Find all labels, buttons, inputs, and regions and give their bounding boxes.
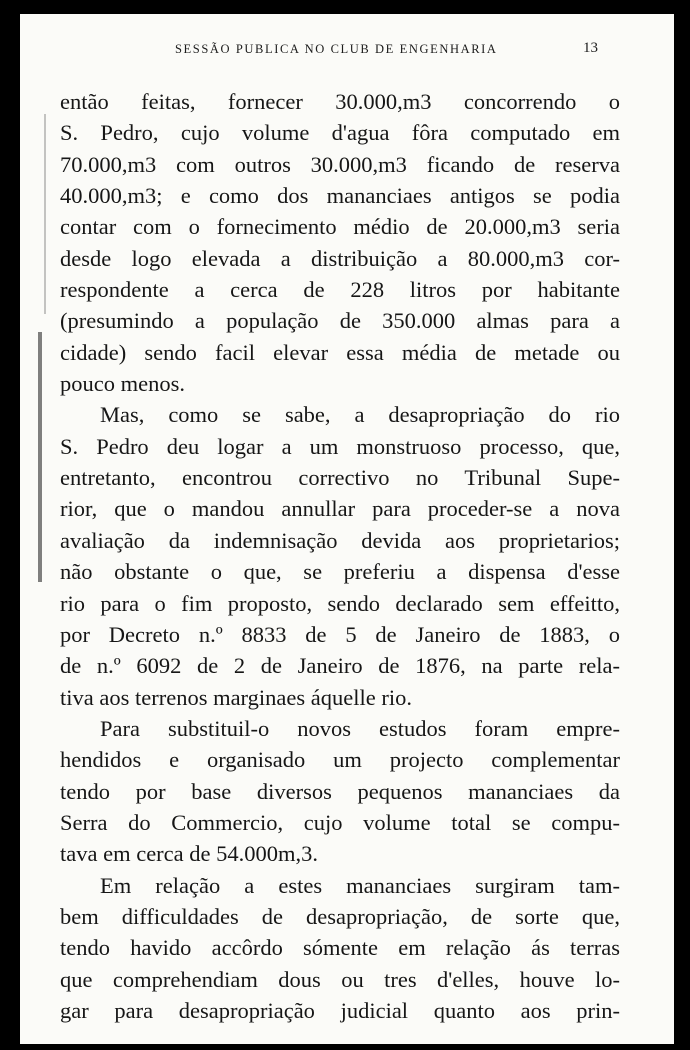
text-line: Serra do Commercio, cujo volume total se compu- bbox=[60, 809, 620, 835]
paragraph bbox=[60, 713, 620, 870]
text-line: S. Pedro deu logar a um monstruoso processo, que, bbox=[60, 433, 620, 459]
text-line: pouco menos. bbox=[60, 371, 185, 397]
running-title: SESSÃO PUBLICA NO CLUB DE ENGENHARIA bbox=[175, 42, 498, 56]
text-line: desde logo elevada a distribuição a 80.000,m3 cor- bbox=[60, 245, 620, 271]
text-line: S. Pedro, cujo volume d'agua fôra computado em bbox=[60, 120, 620, 146]
text-line: 40.000,m3; e como dos mananciaes antigos se podia bbox=[60, 183, 620, 209]
page-number: 13 bbox=[583, 40, 598, 56]
text-line: respondente a cerca de 228 litros por habitante bbox=[60, 277, 620, 303]
text-line: Mas, como se sabe, a desapropriação do rio bbox=[100, 402, 620, 428]
text-line: hendidos e organisado um projecto complementar bbox=[60, 747, 620, 773]
body-text bbox=[60, 86, 620, 1026]
text-line: avaliação da indemnisação devida aos proprietarios; bbox=[60, 527, 620, 553]
text-line: rio para o fim proposto, sendo declarado sem effeitto, bbox=[60, 590, 620, 616]
text-line: contar com o fornecimento médio de 20.000,m3 seria bbox=[60, 214, 620, 240]
text-line: por Decreto n.º 8833 de 5 de Janeiro de 1883, o bbox=[60, 621, 620, 647]
text-line: de n.º 6092 de 2 de Janeiro de 1876, na parte rela- bbox=[60, 653, 620, 679]
paragraph bbox=[60, 870, 620, 1027]
text-line: Para substituil-o novos estudos foram empre- bbox=[100, 715, 620, 741]
text-line: não obstante o que, se preferiu a dispensa d'esse bbox=[60, 559, 620, 585]
text-line: Em relação a estes mananciaes surgiram tam- bbox=[100, 872, 620, 898]
text-line: tava em cerca de 54.000m,3. bbox=[60, 841, 319, 867]
text-line: (presumindo a população de 350.000 almas para a bbox=[60, 308, 620, 334]
text-line: bem difficuldades de desapropriação, de sorte que, bbox=[60, 903, 620, 929]
text-line: tendo havido accôrdo sómente em relação ás terras bbox=[60, 935, 620, 961]
text-line: tiva aos terrenos marginaes áquelle rio. bbox=[60, 684, 412, 710]
text-line: cidade) sendo facil elevar essa média de metade ou bbox=[60, 339, 620, 365]
book-page bbox=[20, 14, 674, 1044]
text-line: gar para desapropriação judicial quanto aos prin- bbox=[60, 997, 620, 1023]
paragraph bbox=[60, 86, 620, 399]
binding-edge-shadow bbox=[38, 332, 42, 582]
text-line: entretanto, encontrou correctivo no Tribunal Supe- bbox=[60, 465, 620, 491]
binding-edge-shadow-faint bbox=[44, 114, 46, 314]
text-line: que comprehendiam dous ou tres d'elles, houve lo- bbox=[60, 966, 620, 992]
text-line: então feitas, fornecer 30.000,m3 concorrendo o bbox=[60, 89, 620, 114]
text-line: 70.000,m3 com outros 30.000,m3 ficando de reserva bbox=[60, 151, 620, 177]
paragraph bbox=[60, 399, 620, 712]
text-line: rior, que o mandou annullar para proceder-se a nova bbox=[60, 496, 620, 522]
text-line: tendo por base diversos pequenos mananciaes da bbox=[60, 778, 620, 804]
